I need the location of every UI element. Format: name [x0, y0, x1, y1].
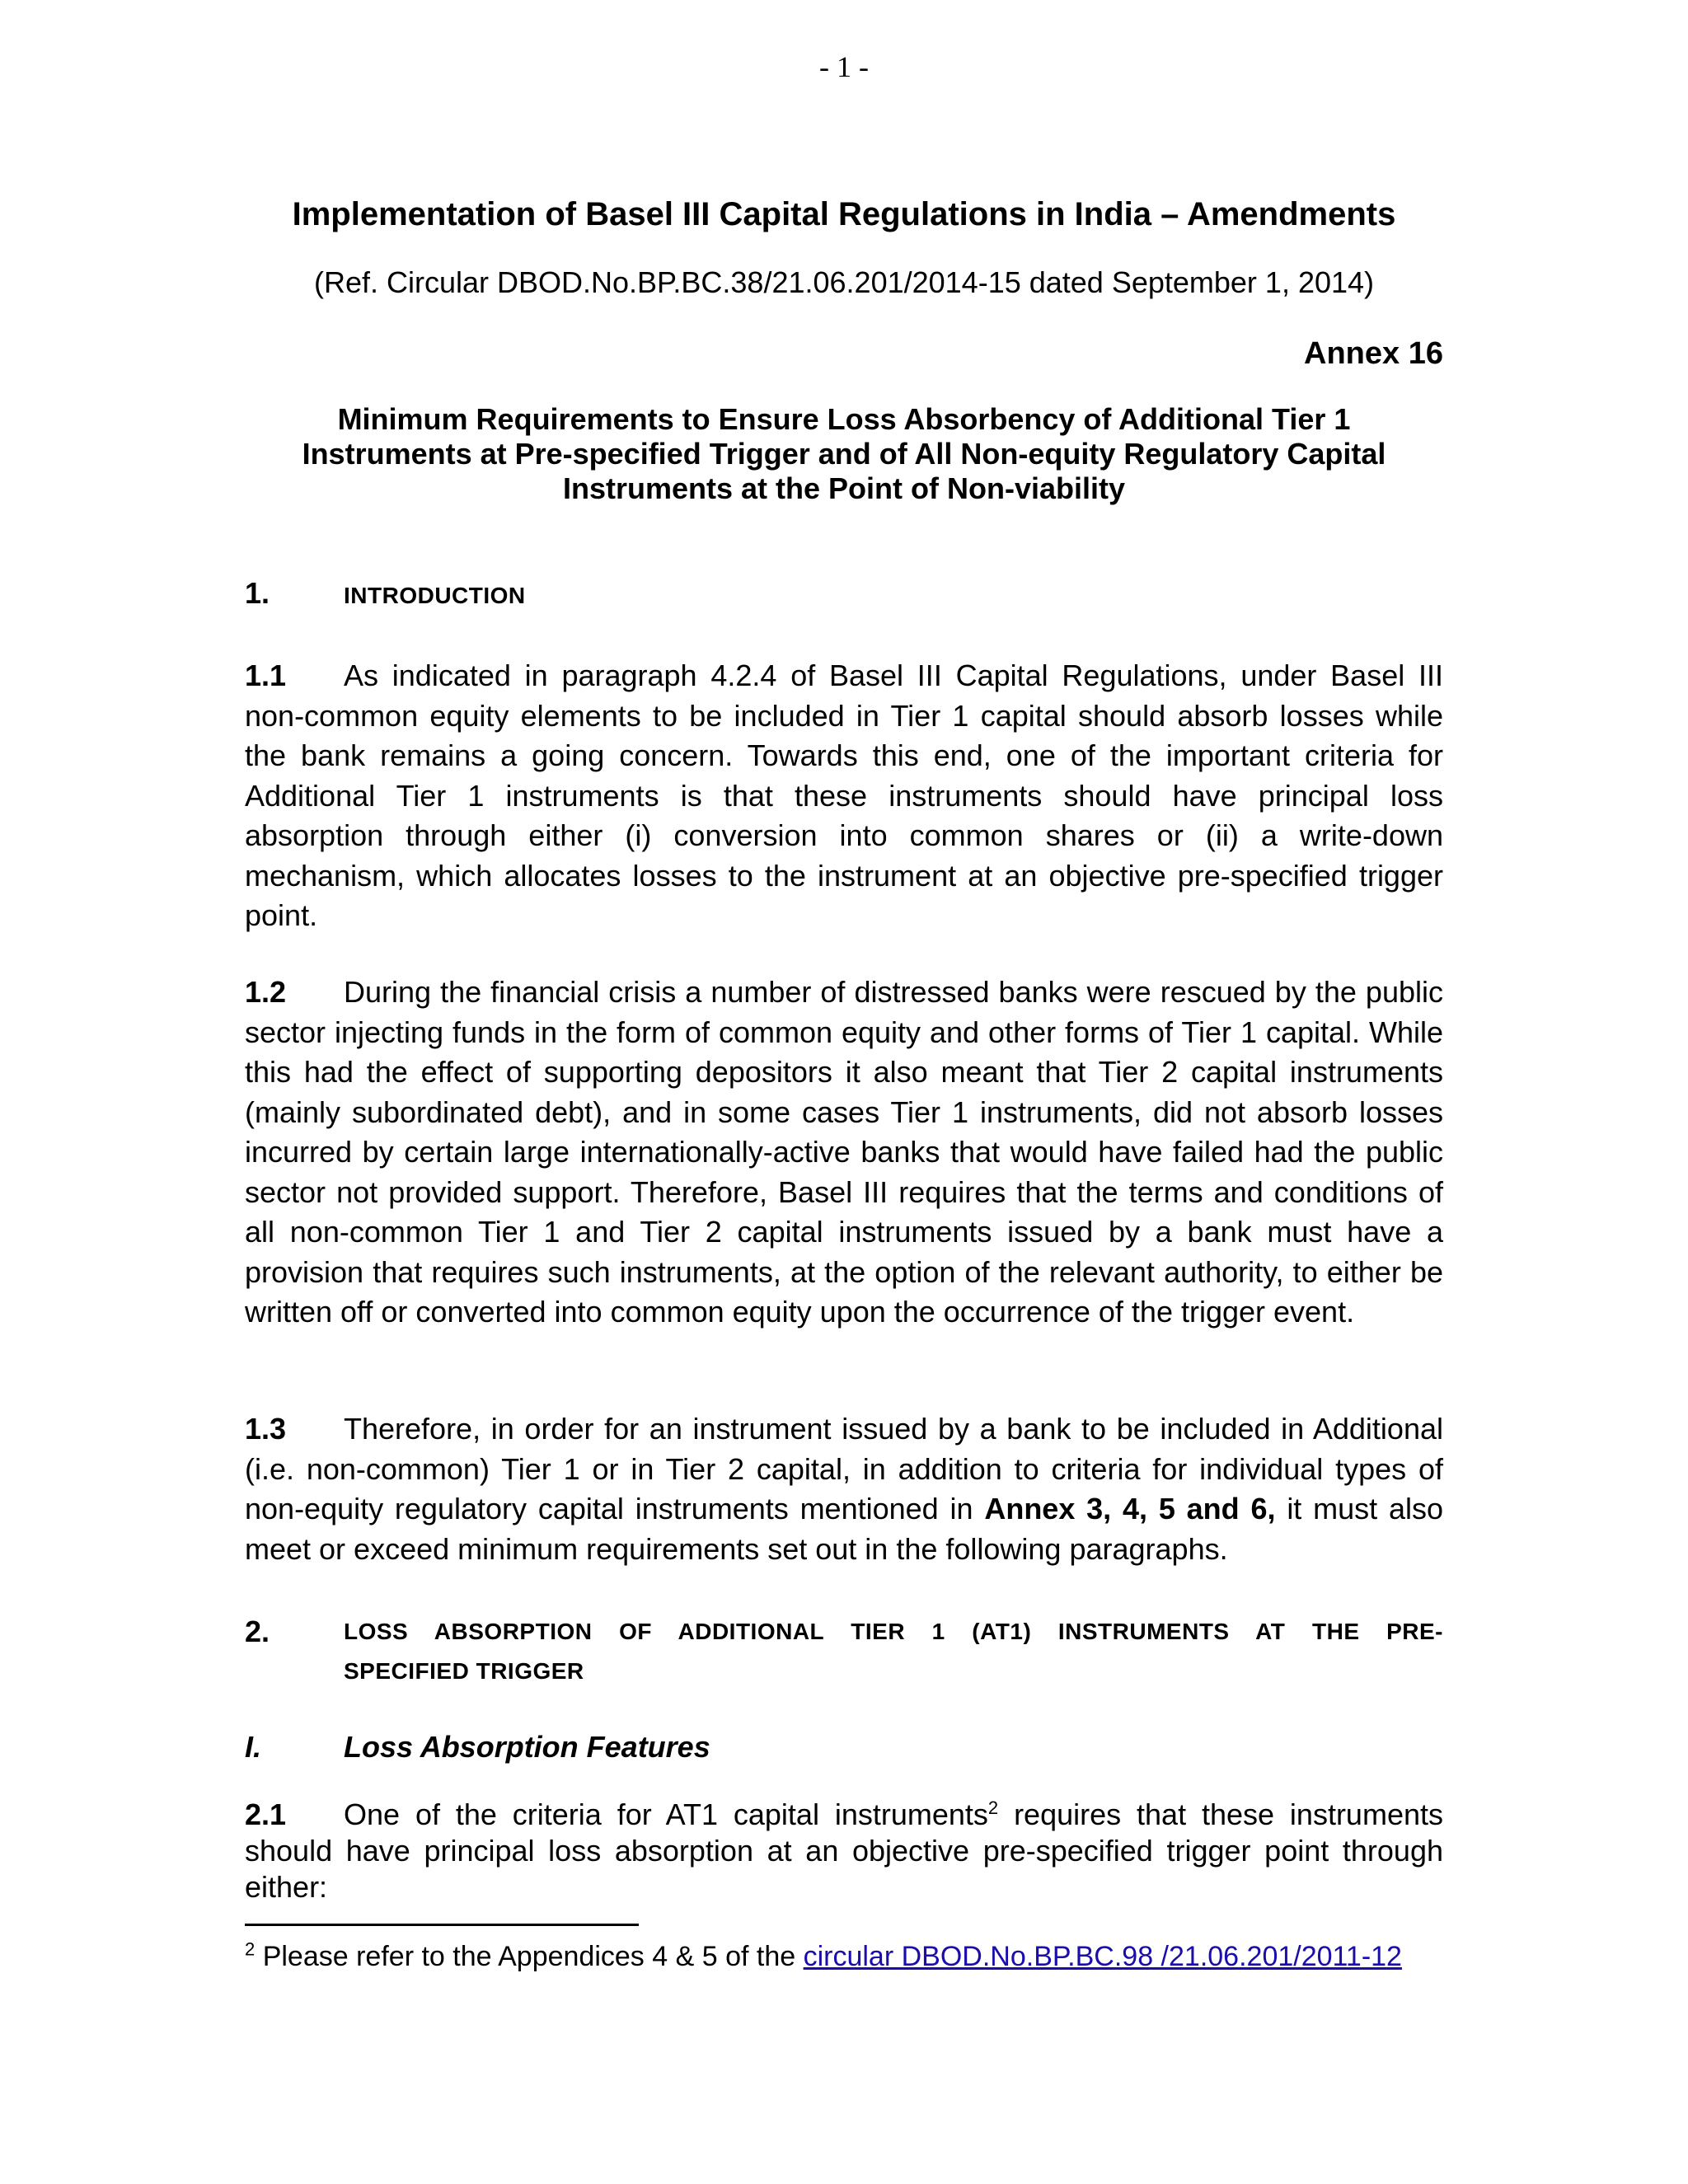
paragraph-1-3-text-after: it must also meet or exceed minimum requirements set out in the following paragraphs. — [245, 1492, 1443, 1566]
document-title: Implementation of Basel III Capital Regulations in India – Amendments — [292, 196, 1396, 232]
annex-heading-line-3: Instruments at the Point of Non-viability — [562, 471, 1126, 505]
paragraph-1-3-text-before: Therefore, in order for an instrument issued by a bank to be included in Additional (i.e. non-common) Tier 1 or in Tier 2 capital, in addition to criteria for individual types of non-equity regulatory capital instruments mentioned in — [245, 1412, 1443, 1526]
section-2-title-line-2: SPECIFIED TRIGGER — [344, 1658, 584, 1684]
footnote-divider — [245, 1924, 639, 1926]
paragraph-1-2-number: 1.2 — [245, 975, 287, 1009]
subsection-i-number: I. — [245, 1730, 262, 1764]
footnote-2-marker: 2 — [245, 1938, 256, 1960]
paragraph-1-1 — [245, 656, 1443, 936]
paragraph-2-1-number: 2.1 — [245, 1797, 287, 1831]
section-1-number: 1. — [245, 576, 270, 610]
paragraph-1-3-number: 1.3 — [245, 1412, 287, 1446]
subsection-i-heading — [245, 1727, 1443, 1768]
paragraph-1-1-text: As indicated in paragraph 4.2.4 of Basel III Capital Regulations, under Basel III non-common equity elements to be included in Tier 1 capital should absorb losses while the bank remains a going concern. Towards this end, one of the important criteria for Additional Tier 1 instruments is that these instruments should have principal loss absorption through either (i) conversion into common shares or (ii) a write-down mechanism, which allocates losses to the instrument at an objective pre-specified trigger point. — [245, 658, 1443, 932]
footnote-2 — [245, 1937, 1443, 1976]
annex-heading-line-2: Instruments at Pre-specified Trigger and of All Non-equity Regulatory Capital — [302, 437, 1386, 471]
annex-label: Annex 16 — [1304, 336, 1443, 371]
annex-heading — [206, 402, 1482, 506]
paragraph-1-1-number: 1.1 — [245, 658, 287, 692]
footnote-2-text: Please refer to the Appendices 4 & 5 of the — [262, 1941, 796, 1972]
section-2-title-line-1: LOSS ABSORPTION OF ADDITIONAL TIER 1 (AT1) INSTRUMENTS AT THE PRE- — [344, 1619, 1443, 1644]
subsection-i-title: Loss Absorption Features — [344, 1730, 710, 1764]
section-1-title: INTRODUCTION — [344, 583, 526, 608]
paragraph-1-3 — [245, 1409, 1443, 1569]
footnote-2-ref[interactable]: 2 — [987, 1797, 999, 1818]
paragraph-1-3-annex-ref: Annex 3, 4, 5 and 6, — [984, 1492, 1276, 1526]
paragraph-1-2 — [245, 972, 1443, 1333]
annex-heading-line-1: Minimum Requirements to Ensure Loss Absorbency of Additional Tier 1 — [337, 402, 1351, 436]
section-2-number: 2. — [245, 1615, 270, 1648]
paragraph-1-2-text: During the financial crisis a number of distressed banks were rescued by the public sector injecting funds in the form of common equity and other forms of Tier 1 capital. While this had the effect of supporting depositors it also meant that Tier 2 capital instruments (mainly subordinated debt), and in some cases Tier 1 instruments, did not absorb losses incurred by certain large internationally-active banks that would have failed had the public sector not provided support. Therefore, Basel III requires that the terms and conditions of all non-common Tier 1 and Tier 2 capital instruments issued by a bank must have a provision that requires such instruments, at the option of the relevant authority, to either be written off or converted into common equity upon the occurrence of the trigger event. — [245, 975, 1443, 1329]
page-number: - 1 - — [819, 50, 869, 83]
circular-reference: (Ref. Circular DBOD.No.BP.BC.38/21.06.201/2014-15 dated September 1, 2014) — [313, 265, 1375, 299]
section-2-heading — [245, 1612, 1443, 1691]
paragraph-2-1-text-before: One of the criteria for AT1 capital instruments — [344, 1797, 988, 1831]
circular-link[interactable]: circular DBOD.No.BP.BC.98 /21.06.201/2011-12 — [803, 1941, 1402, 1972]
section-1-heading — [245, 574, 1443, 616]
paragraph-2-1-text-after: requires that these instruments should have principal loss absorption at an objective pre-specified trigger point through either: — [245, 1797, 1443, 1904]
paragraph-2-1 — [245, 1797, 1443, 1905]
